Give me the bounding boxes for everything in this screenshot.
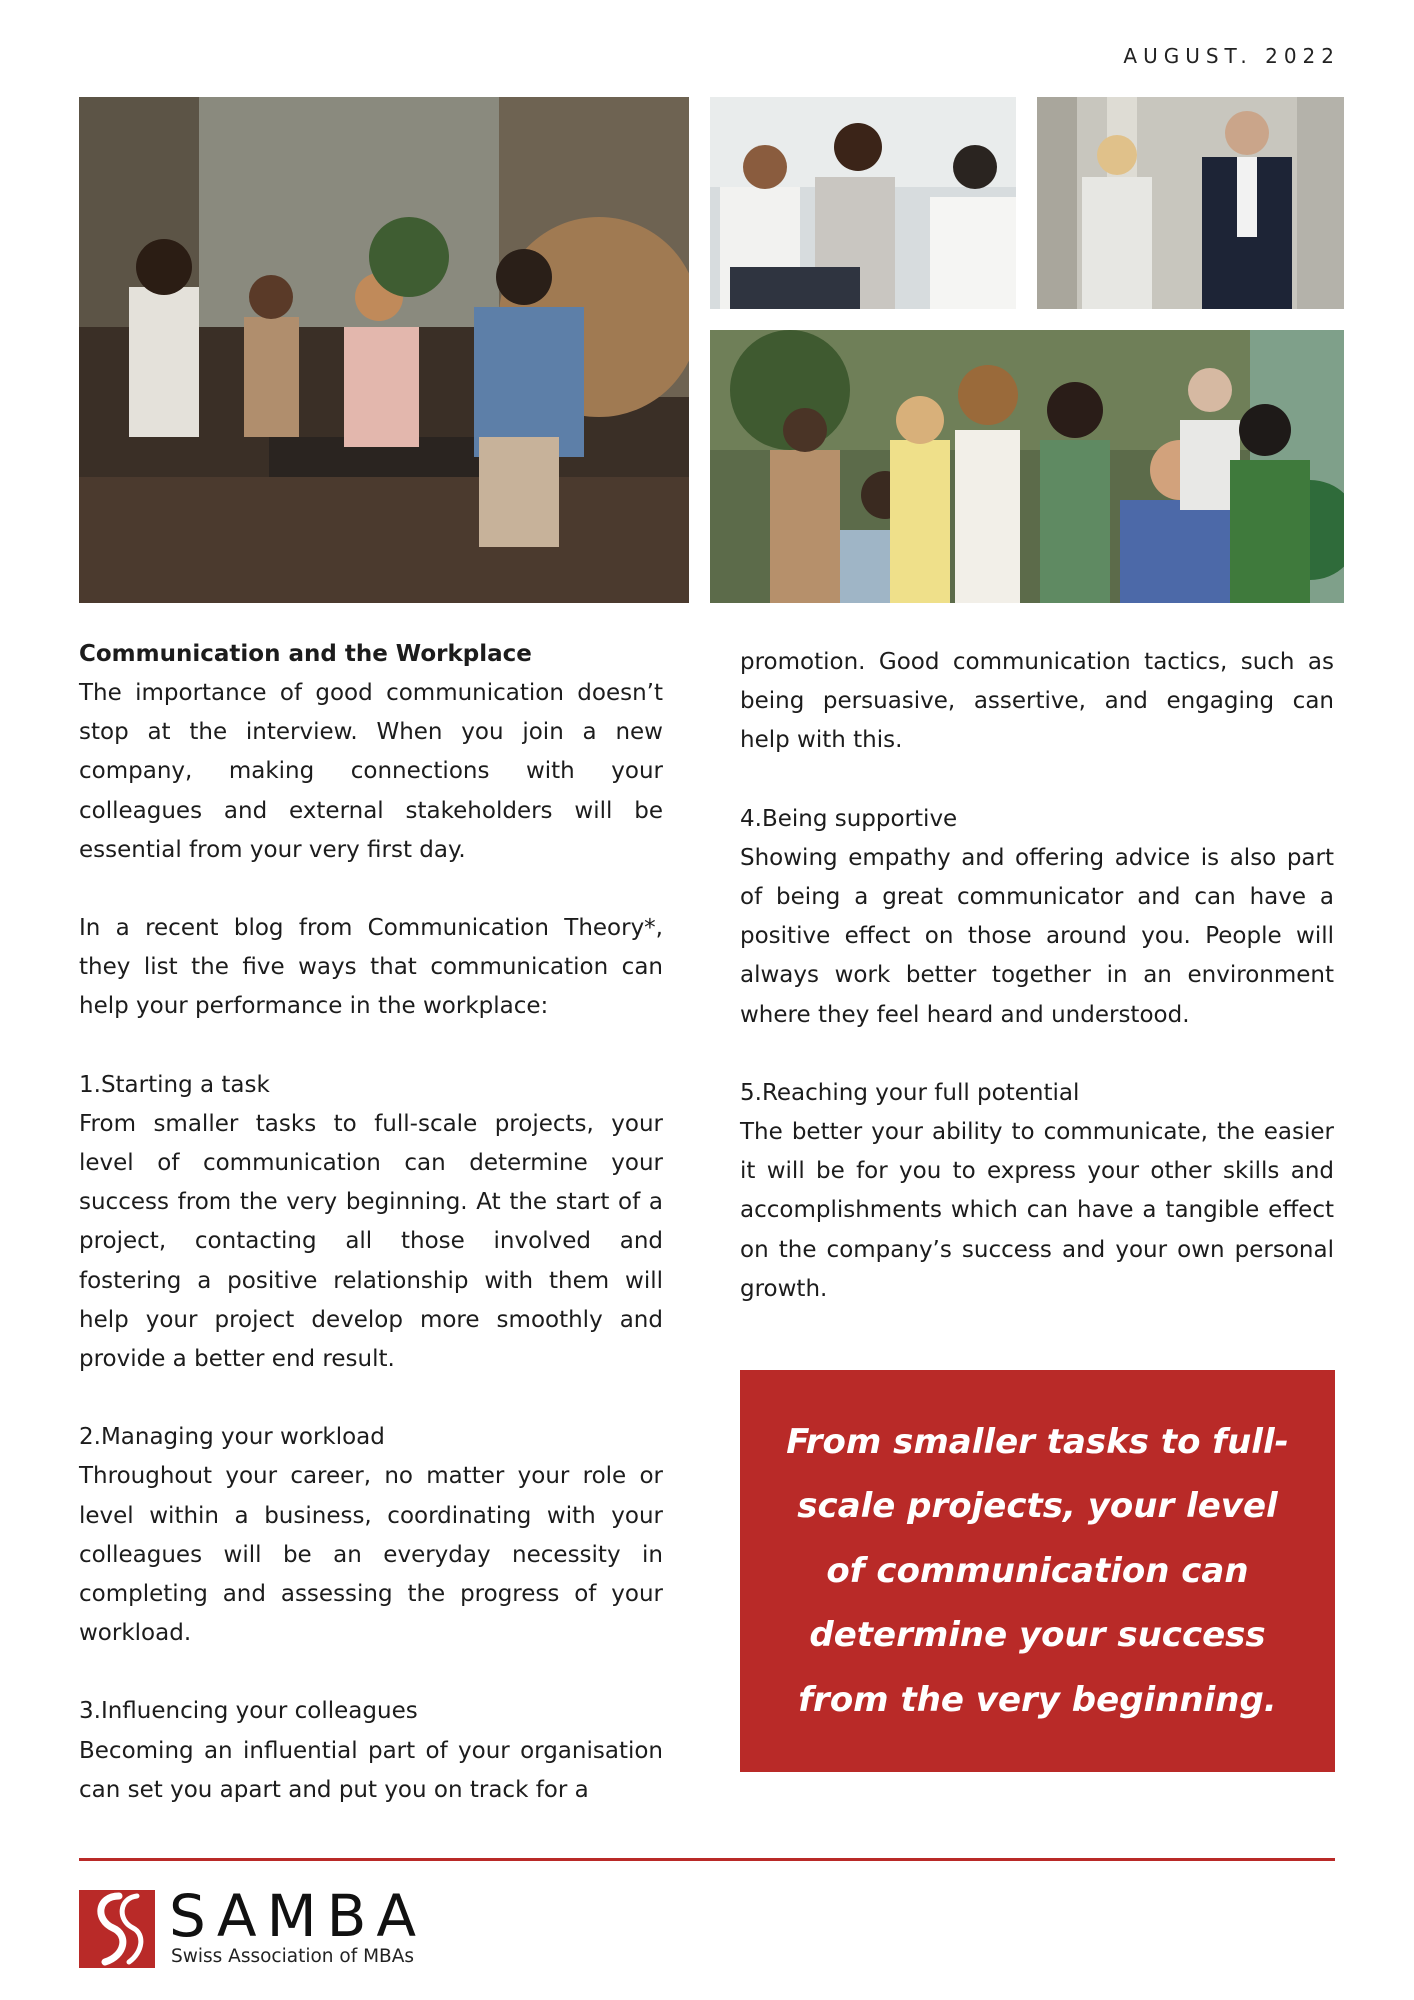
article-intro: The importance of good communication doesn’t stop at the interview. When you join a new company, making connections with your colleagues and external stakeholders will be essential from your very first day.	[79, 680, 663, 863]
photo-corridor-conversation	[1037, 97, 1344, 309]
point-influencing-colleagues	[79, 1692, 663, 1810]
article-column-left	[79, 635, 663, 1810]
article-lead: In a recent blog from Communication Theory*, they list the five ways that communication can help your performance in the workplace:	[79, 915, 663, 1020]
footer-divider	[79, 1858, 1335, 1861]
point-managing-workload	[79, 1418, 663, 1653]
photo-group-laughing	[710, 330, 1344, 603]
samba-logo	[79, 1882, 499, 1970]
pull-quote-text: From smaller tasks to full-scale projects, your level of communication can determine your success from the very beginning.	[786, 1421, 1289, 1720]
point-starting-task	[79, 1066, 663, 1380]
point-heading: 1.Starting a task	[79, 1071, 270, 1098]
article-column-right	[740, 643, 1334, 1348]
point-body: Showing empathy and offering advice is also part of being a great communicator and can have a positive effect on those around you. People will always work better together in an environment where they feel heard and understood.	[740, 844, 1334, 1028]
point-heading: 2.Managing your workload	[79, 1424, 385, 1451]
point-body: Throughout your career, no matter your role or level within a business, coordinating with your colleagues will be an everyday necessity in completing and assessing the progress of your workload.	[79, 1463, 663, 1647]
point-body: From smaller tasks to full-scale projects, your level of communication can determine your success from the very beginning. At the start of a project, contacting all those involved and fostering a positive relationship with them will help your project develop more smoothly and provide a better end result.	[79, 1110, 663, 1373]
point-heading: 5.Reaching your full potential	[740, 1079, 1080, 1106]
point-heading: 3.Influencing your colleagues	[79, 1698, 418, 1725]
photo-two-women-talking	[710, 97, 1016, 309]
point-body: The better your ability to communicate, the easier it will be for you to express your other skills and accomplishments which can have a tangible effect on the company’s success and your own personal growth.	[740, 1119, 1334, 1302]
point-body: Becoming an influential part of your organisation can set you apart and put you on track for a	[79, 1737, 663, 1803]
logo-tagline: Swiss Association of MBAs	[171, 1946, 415, 1967]
samba-logo-mark-icon	[79, 1890, 155, 1968]
point-influencing-continued: promotion. Good communication tactics, such as being persuasive, assertive, and engaging can help with this.	[740, 649, 1334, 754]
article-title: Communication and the Workplace	[79, 641, 532, 667]
pull-quote-box	[740, 1370, 1335, 1772]
point-heading: 4.Being supportive	[740, 805, 958, 832]
point-being-supportive	[740, 800, 1334, 1035]
issue-date: AUGUST. 2022	[1123, 44, 1340, 68]
point-full-potential	[740, 1074, 1334, 1309]
photo-office-lounge	[79, 97, 689, 603]
logo-wordmark: SAMBA	[169, 1882, 427, 1950]
